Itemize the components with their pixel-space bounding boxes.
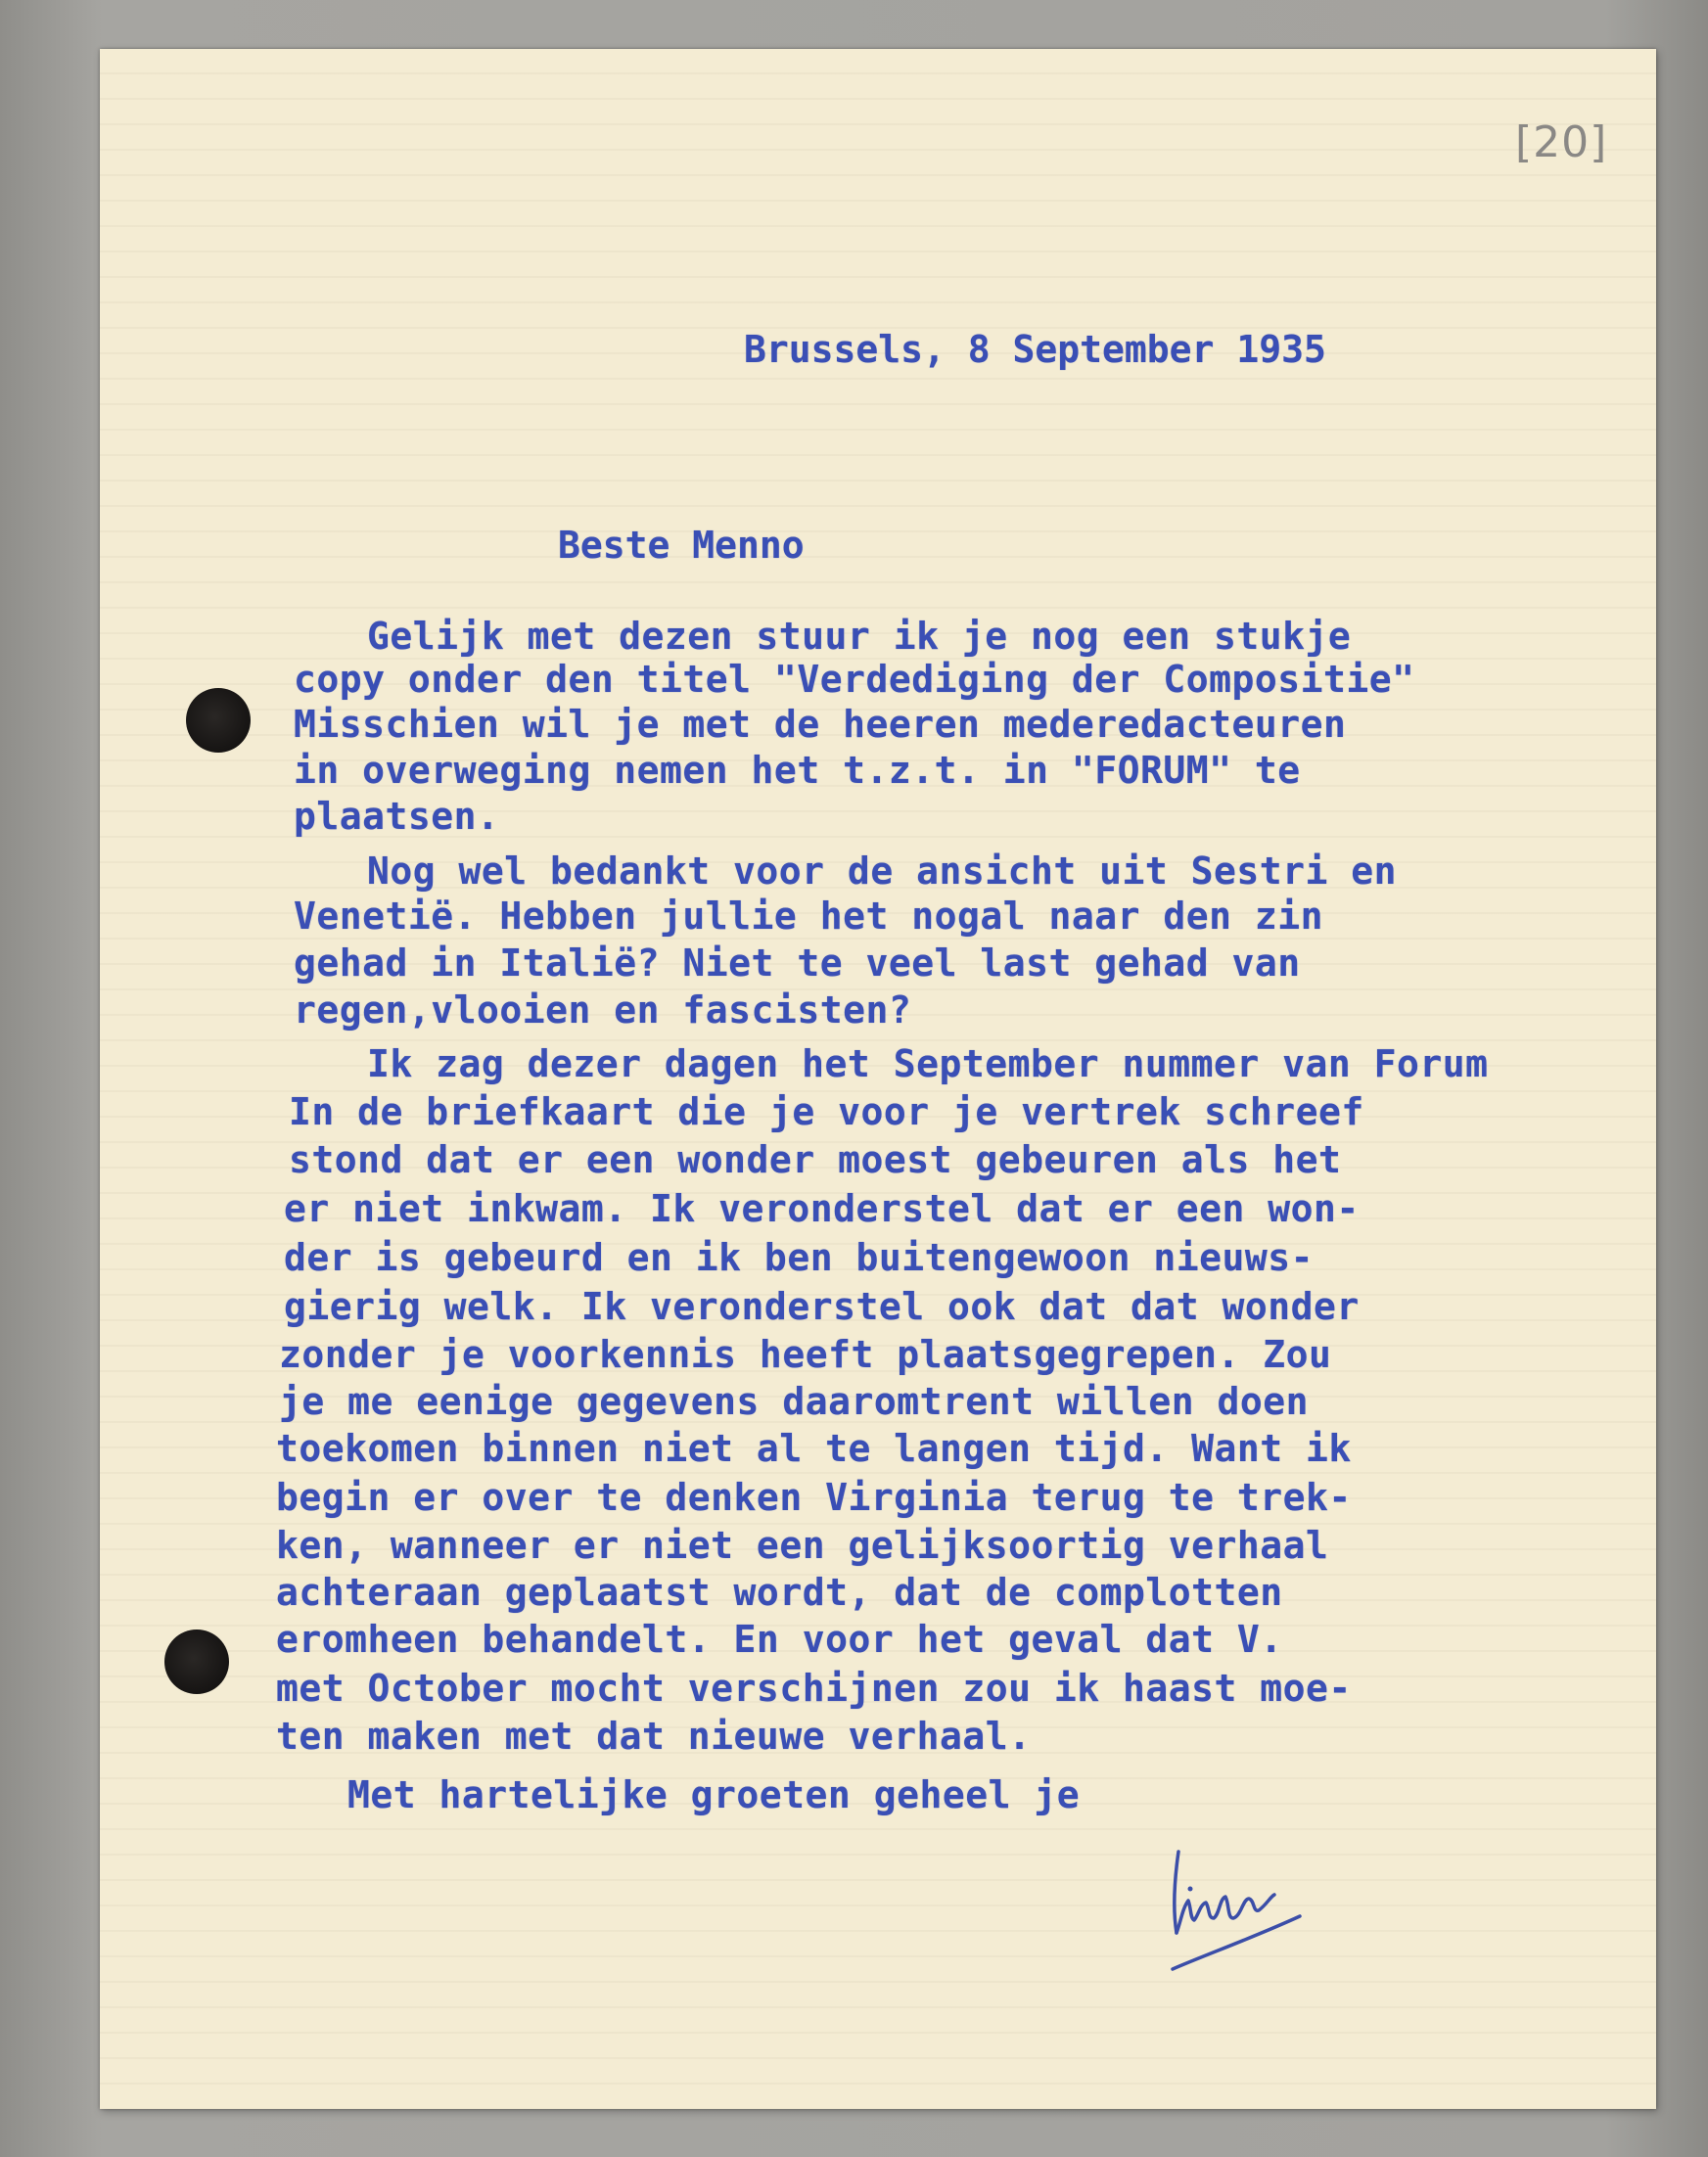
body-line: Venetië. Hebben jullie het nogal naar den zin	[294, 895, 1324, 938]
body-line: In de briefkaart die je voor je vertrek schreef	[289, 1090, 1364, 1133]
body-line: er niet inkwam. Ik veronderstel dat er een won-	[284, 1187, 1360, 1230]
body-line: Met hartelijke groeten geheel je	[347, 1773, 1081, 1816]
body-line: zonder je voorkennis heeft plaatsgegrepen. Zou	[279, 1333, 1332, 1376]
body-line: eromheen behandelt. En voor het geval dat V.	[276, 1618, 1283, 1661]
letter-salutation: Beste Menno	[558, 524, 805, 567]
body-line: Ik zag dezer dagen het September nummer van Forum	[367, 1042, 1489, 1085]
punch-hole-top	[186, 688, 251, 753]
body-line: der is gebeurd en ik ben buitengewoon nieuws-	[284, 1236, 1315, 1279]
body-line: ten maken met dat nieuwe verhaal.	[276, 1715, 1032, 1758]
letter-date: Brussels, 8 September 1935	[744, 328, 1326, 371]
body-line: je me eenige gegevens daaromtrent willen doen	[279, 1380, 1310, 1423]
body-line: met October mocht verschijnen zou ik haast moe-	[276, 1667, 1352, 1710]
handwritten-signature	[1165, 1840, 1312, 1977]
body-line: gierig welk. Ik veronderstel ook dat dat wonder	[284, 1285, 1360, 1328]
body-line: achteraan geplaatst wordt, dat de complotten	[276, 1571, 1283, 1614]
body-line: begin er over te denken Virginia terug te trek-	[276, 1476, 1352, 1519]
body-line: regen,vlooien en fascisten?	[294, 988, 912, 1032]
body-line: Nog wel bedankt voor de ansicht uit Sestri en	[367, 849, 1398, 893]
body-line: toekomen binnen niet al te langen tijd. Want ik	[276, 1427, 1352, 1470]
body-line: Misschien wil je met de heeren mederedacteuren	[294, 703, 1347, 746]
body-line: copy onder den titel "Verdediging der Compositie"	[294, 658, 1415, 701]
body-line: gehad in Italië? Niet te veel last gehad van	[294, 941, 1301, 985]
body-line: stond dat er een wonder moest gebeuren als het	[289, 1138, 1342, 1181]
body-line: plaatsen.	[294, 795, 500, 838]
punch-hole-bottom	[164, 1629, 229, 1694]
body-line: in overweging nemen het t.z.t. in "FORUM" te	[294, 749, 1301, 792]
archive-number: [20]	[1515, 117, 1608, 167]
body-line: ken, wanneer er niet een gelijksoortig verhaal	[276, 1524, 1329, 1567]
body-line: Gelijk met dezen stuur ik je nog een stukje	[367, 615, 1352, 658]
